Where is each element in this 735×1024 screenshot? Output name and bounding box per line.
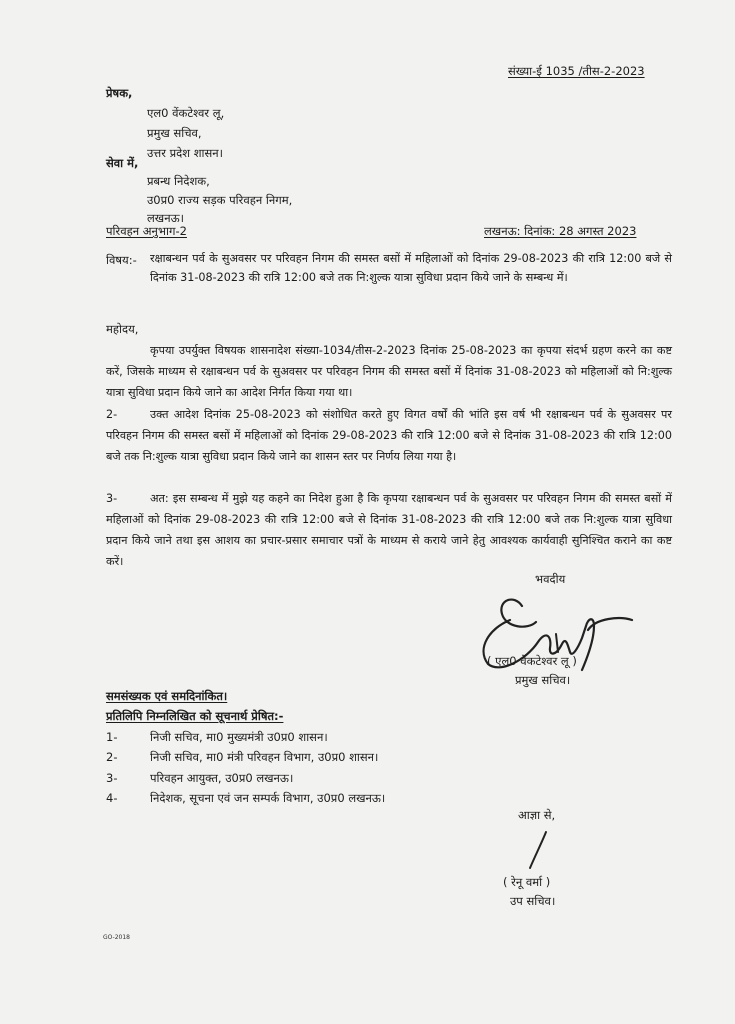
paragraph-3-text: अत: इस सम्बन्ध में मुझे यह कहने का निदेश हुआ है कि कृपया रक्षाबन्धन पर्व के सुअवसर पर परिवहन निगम की समस्त बसों में महिलाओं को दिनांक 29-08-2023 की रात्रि 12:00 बजे से दिनांक 31-08-2023 की रात्रि 12:00 बजे तक नि:शुल्क यात्रा सुविधा प्रदान किये जाने तथा इस आशय का प्रचार-प्रसार समाचार पत्रों के माध्यम से कराये जाने हेतु आवश्यक कार्यवाही सुनिश्चित कराने का कष्ट करें। [106,492,672,568]
closing: भवदीय [535,572,566,586]
copy-list-text: परिवहन आयुक्त, उ0प्र0 लखनऊ। [150,771,294,785]
subject-label: विषय:- [106,253,137,267]
place-date: लखनऊ: दिनांक: 28 अगस्त 2023 [484,224,637,238]
copy-subheading: प्रतिलिपि निम्नलिखित को सूचनार्थ प्रेषित:- [106,709,284,723]
signature-deputy-secretary [518,828,558,874]
signature-mark-deputy-secretary [518,828,558,874]
paragraph-3 [106,488,672,572]
paragraph-3-number: 3- [106,492,118,505]
footer-code: GO-2018 [103,934,130,941]
sender-org: उत्तर प्रदेश शासन। [147,146,224,160]
copy-list-number: 1- [106,730,118,744]
copy-list-text: निदेशक, सूचना एवं जन सम्पर्क विभाग, उ0प्र0 लखनऊ। [150,791,386,805]
recipient-org: उ0प्र0 राज्य सड़क परिवहन निगम, [147,193,293,207]
copy-list-text: निजी सचिव, मा0 मंत्री परिवहन विभाग, उ0प्र0 शासन। [150,750,379,764]
paragraph-1-text: कृपया उपर्युक्त विषयक शासनादेश संख्या-1034/तीस-2-2023 दिनांक 25-08-2023 का कृपया संदर्भ ग्रहण करने का कष्ट करें, जिसके माध्यम से रक्षाबन्धन पर्व के सुअवसर पर परिवहन निगम की समस्त बसों में दिनांक 31-08-2023 को महिलाओं को नि:शुल्क यात्रा सुविधा प्रदान किये जाने का आदेश निर्गत किया गया था। [106,344,672,399]
section-heading: परिवहन अनुभाग-2 [106,224,187,238]
sender-name: एल0 वेंकटेश्वर लू, [147,106,225,120]
copy-list-number: 3- [106,771,118,785]
subject-text: रक्षाबन्धन पर्व के सुअवसर पर परिवहन निगम की समस्त बसों में महिलाओं को दिनांक 29-08-2023 की रात्रि 12:00 बजे से दिनांक 31-08-2023 की रात्रि 12:00 बजे तक नि:शुल्क यात्रा सुविधा प्रदान किये जाने के सम्बन्ध में। [150,252,672,284]
paragraph-1 [106,340,672,403]
order-note: आज्ञा से, [518,808,556,822]
paragraph-2 [106,404,672,467]
paragraph-2-text: उक्त आदेश दिनांक 25-08-2023 को संशोधित करते हुए विगत वर्षों की भांति इस वर्ष भी रक्षाबन्धन पर्व के सुअवसर पर परिवहन निगम की समस्त बसों में महिलाओं को दिनांक 29-08-2023 की रात्रि 12:00 बजे से दिनांक 31-08-2023 की रात्रि 12:00 बजे तक नि:शुल्क यात्रा सुविधा प्रदान किये जाने का शासन स्तर पर निर्णय लिया गया है। [106,408,672,463]
second-signatory-name: ( रेनू वर्मा ) [503,875,551,889]
copy-list-number: 2- [106,750,118,764]
copy-heading: समसंख्यक एवं समदिनांकित। [106,689,228,703]
sender-label: प्रेषक, [106,86,133,100]
paragraph-2-number: 2- [106,408,118,421]
sender-designation: प्रमुख सचिव, [147,126,202,140]
recipient-city: लखनऊ। [147,211,184,225]
signatory-designation: प्रमुख सचिव। [515,673,571,687]
second-signatory-designation: उप सचिव। [510,894,556,908]
salutation: महोदय, [106,322,139,336]
signatory-name: ( एल0 वेंकटेश्वर लू ) [487,654,577,668]
recipient-designation: प्रबन्ध निदेशक, [147,174,210,188]
letter-number: संख्या-ई 1035 /तीस-2-2023 [508,64,645,78]
recipient-label: सेवा में, [106,156,139,170]
copy-list-text: निजी सचिव, मा0 मुख्यमंत्री उ0प्र0 शासन। [150,730,328,744]
copy-list-number: 4- [106,791,118,805]
